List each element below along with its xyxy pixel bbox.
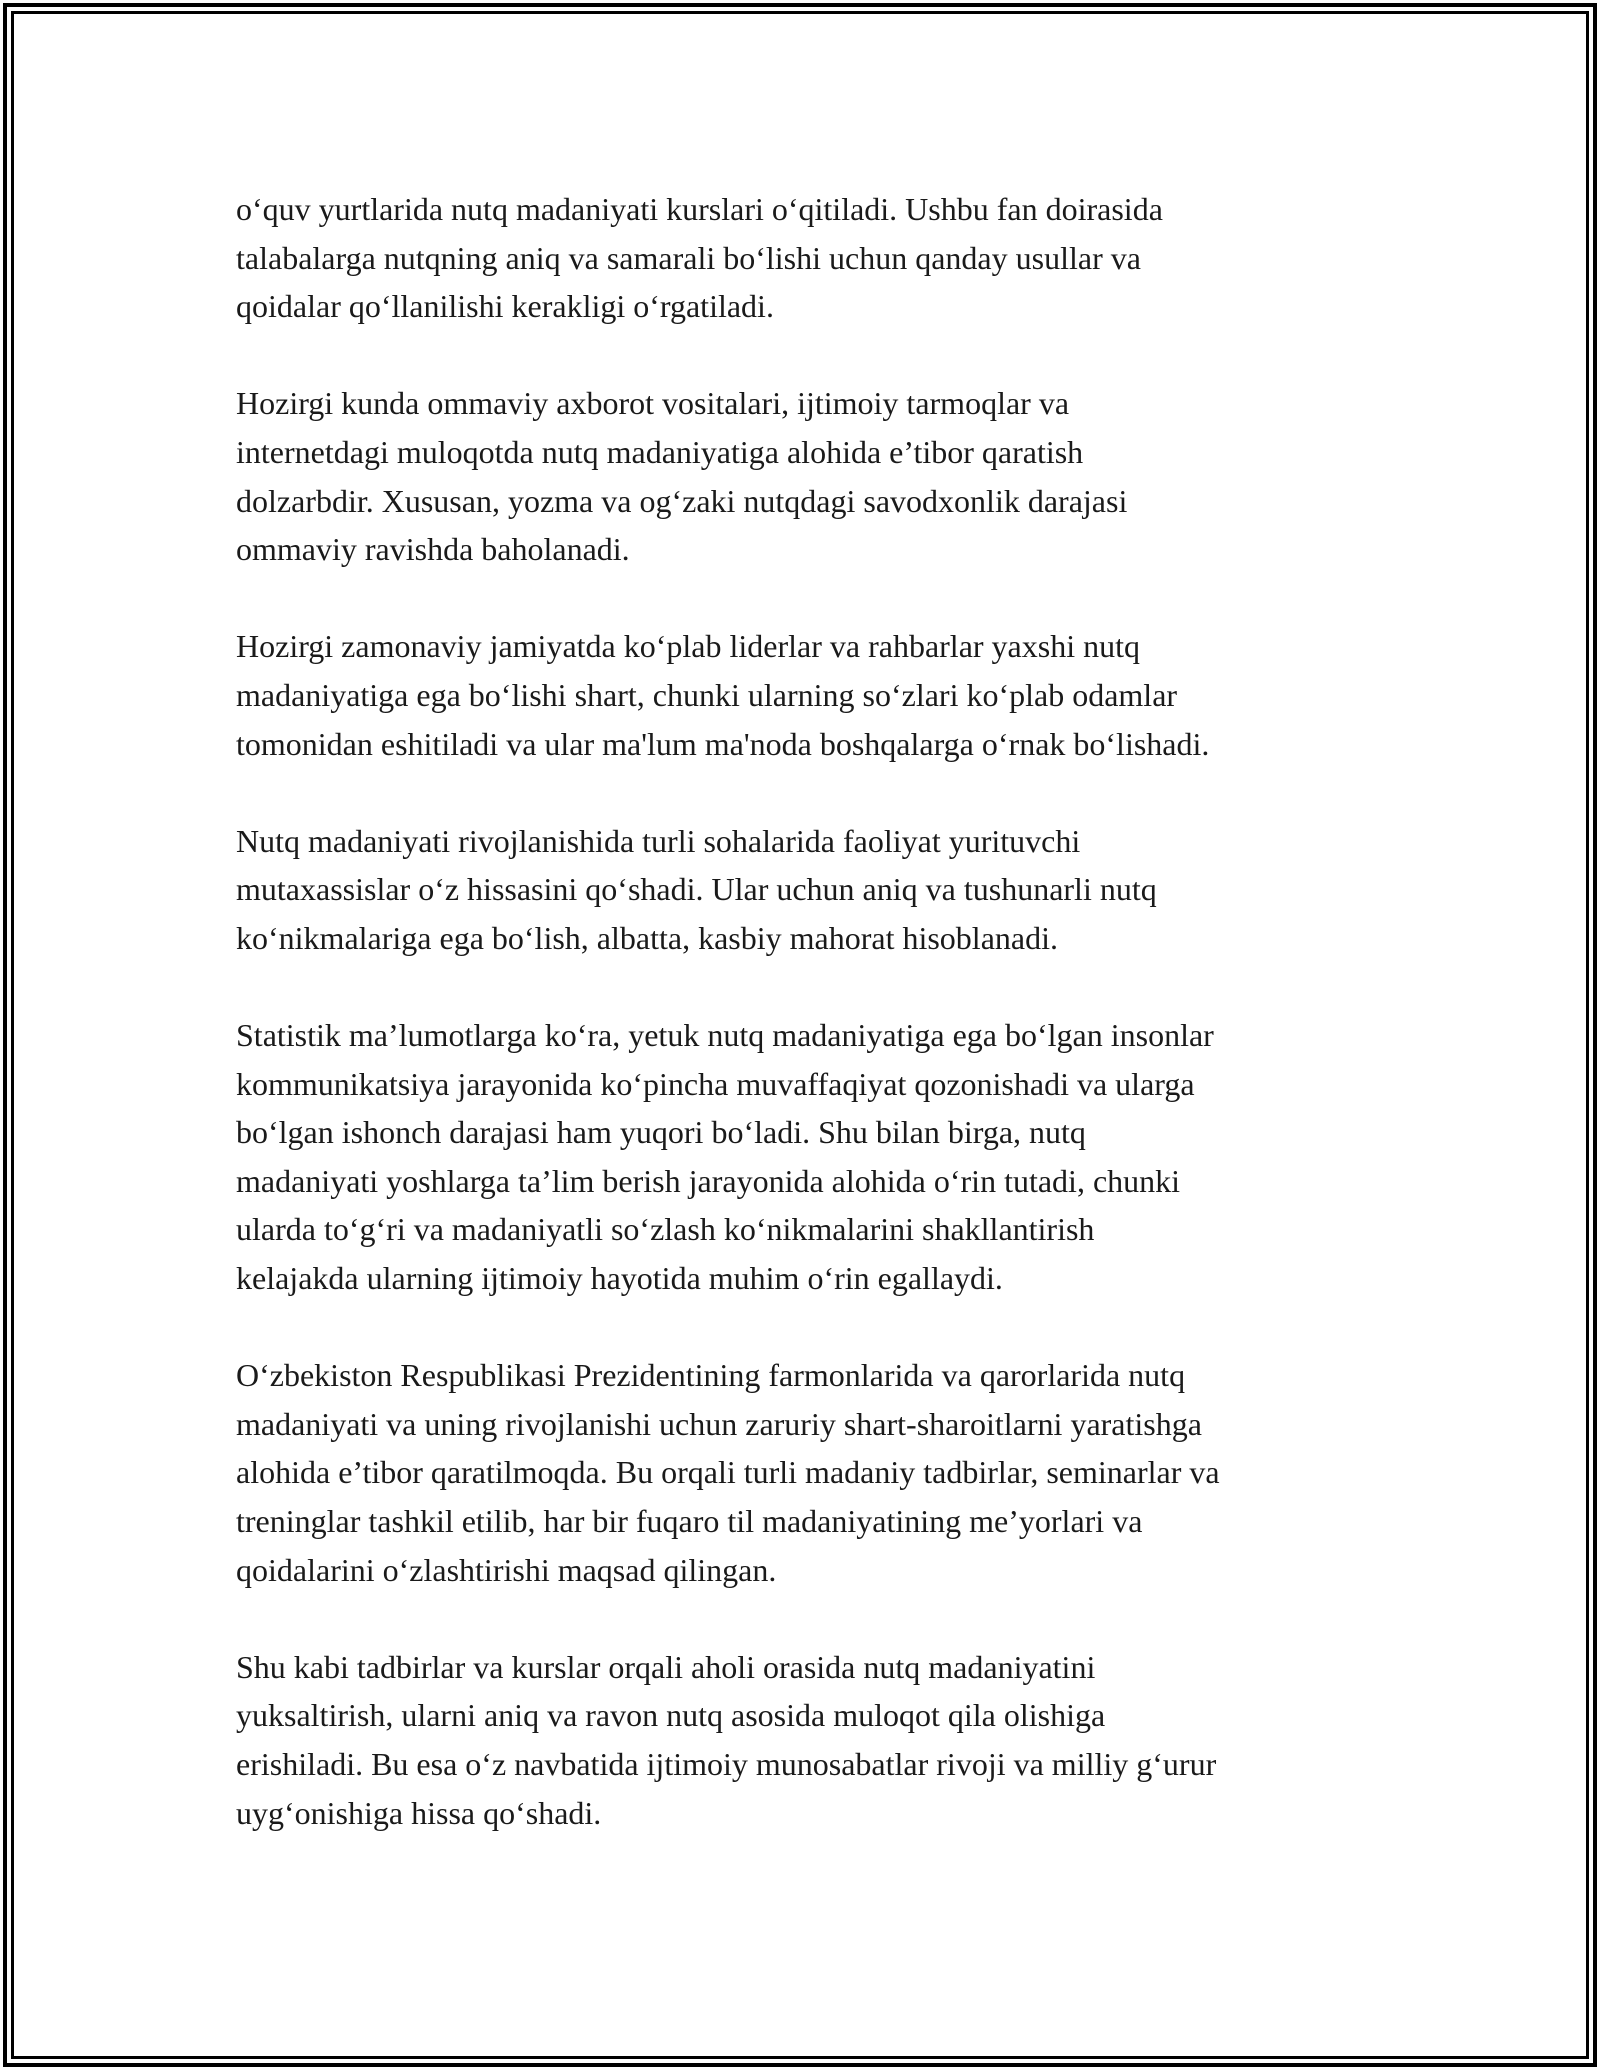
text-line: ko‘nikmalariga ega bo‘lish, albatta, kasbiy mahorat hisoblanadi. [236,919,1058,956]
text-line: yuksaltirish, ularni aniq va ravon nutq asosida muloqot qila olishiga [236,1697,1106,1734]
text-line: o‘quv yurtlarida nutq madaniyati kurslari o‘qitiladi. Ushbu fan doirasida [236,191,1163,227]
text-line: dolzarbdir. Xususan, yozma va og‘zaki nutqdagi savodxonlik darajasi [236,482,1128,519]
text-line: ularda to‘g‘ri va madaniyatli so‘zlash ko‘nikmalarini shakllantirish [236,1211,1095,1248]
text-line: internetdagi muloqotda nutq madaniyatiga alohida e’tibor qaratish [236,433,1084,470]
text-line: erishiladi. Bu esa o‘z navbatida ijtimoiy munosabatlar rivoji va milliy g‘urur [236,1746,1217,1782]
paragraph-6 [236,1351,1386,1594]
text-line: uyg‘onishiga hissa qo‘shadi. [236,1794,602,1831]
paragraph-1 [236,185,1386,331]
paragraph-7 [236,1643,1386,1837]
text-line: qoidalar qo‘llanilishi kerakligi o‘rgatiladi. [236,288,774,325]
text-line: tomonidan eshitiladi va ular ma'lum ma'noda boshqalarga o‘rnak bo‘lishadi. [236,725,1210,762]
text-line: O‘zbekiston Respublikasi Prezidentining farmonlarida va qarorlarida nutq [236,1357,1186,1394]
text-line: ommaviy ravishda baholanadi. [236,531,630,568]
text-line: treninglar tashkil etilib, har bir fuqaro til madaniyatining me’yorlari va [236,1503,1143,1540]
paragraph-2 [236,379,1386,573]
document-body [236,185,1386,1837]
text-line: Hozirgi zamonaviy jamiyatda ko‘plab liderlar va rahbarlar yaxshi nutq [236,628,1140,665]
text-line: madaniyatiga ega bo‘lishi shart, chunki ularning so‘zlari ko‘plab odamlar [236,676,1178,713]
text-line: kelajakda ularning ijtimoiy hayotida muhim o‘rin egallaydi. [236,1260,1003,1297]
text-line: bo‘lgan ishonch darajasi ham yuqori bo‘ladi. Shu bilan birga, nutq [236,1114,1086,1151]
text-line: talabalarga nutqning aniq va samarali bo‘lishi uchun qanday usullar va [236,239,1141,276]
paragraph-4 [236,817,1386,963]
text-line: Nutq madaniyati rivojlanishida turli sohalarida faoliyat yurituvchi [236,822,1081,859]
text-line: Shu kabi tadbirlar va kurslar orqali aholi orasida nutq madaniyatini [236,1648,1096,1685]
text-line: Hozirgi kunda ommaviy axborot vositalari, ijtimoiy tarmoqlar va [236,385,1070,422]
paragraph-5 [236,1011,1386,1303]
text-line: madaniyati va uning rivojlanishi uchun zaruriy shart-sharoitlarni yaratishga [236,1405,1202,1442]
text-line: madaniyati yoshlarga ta’lim berish jarayonida alohida o‘rin tutadi, chunki [236,1162,1181,1199]
text-line: Statistik ma’lumotlarga ko‘ra, yetuk nutq madaniyatiga ega bo‘lgan insonlar [236,1017,1214,1054]
text-line: alohida e’tibor qaratilmoqda. Bu orqali turli madaniy tadbirlar, seminarlar va [236,1454,1220,1491]
text-line: qoidalarini o‘zlashtirishi maqsad qilingan. [236,1551,777,1588]
text-line: mutaxassislar o‘z hissasini qo‘shadi. Ular uchun aniq va tushunarli nutq [236,871,1157,908]
text-line: kommunikatsiya jarayonida ko‘pincha muvaffaqiyat qozonishadi va ularga [236,1065,1195,1102]
paragraph-3 [236,622,1386,768]
